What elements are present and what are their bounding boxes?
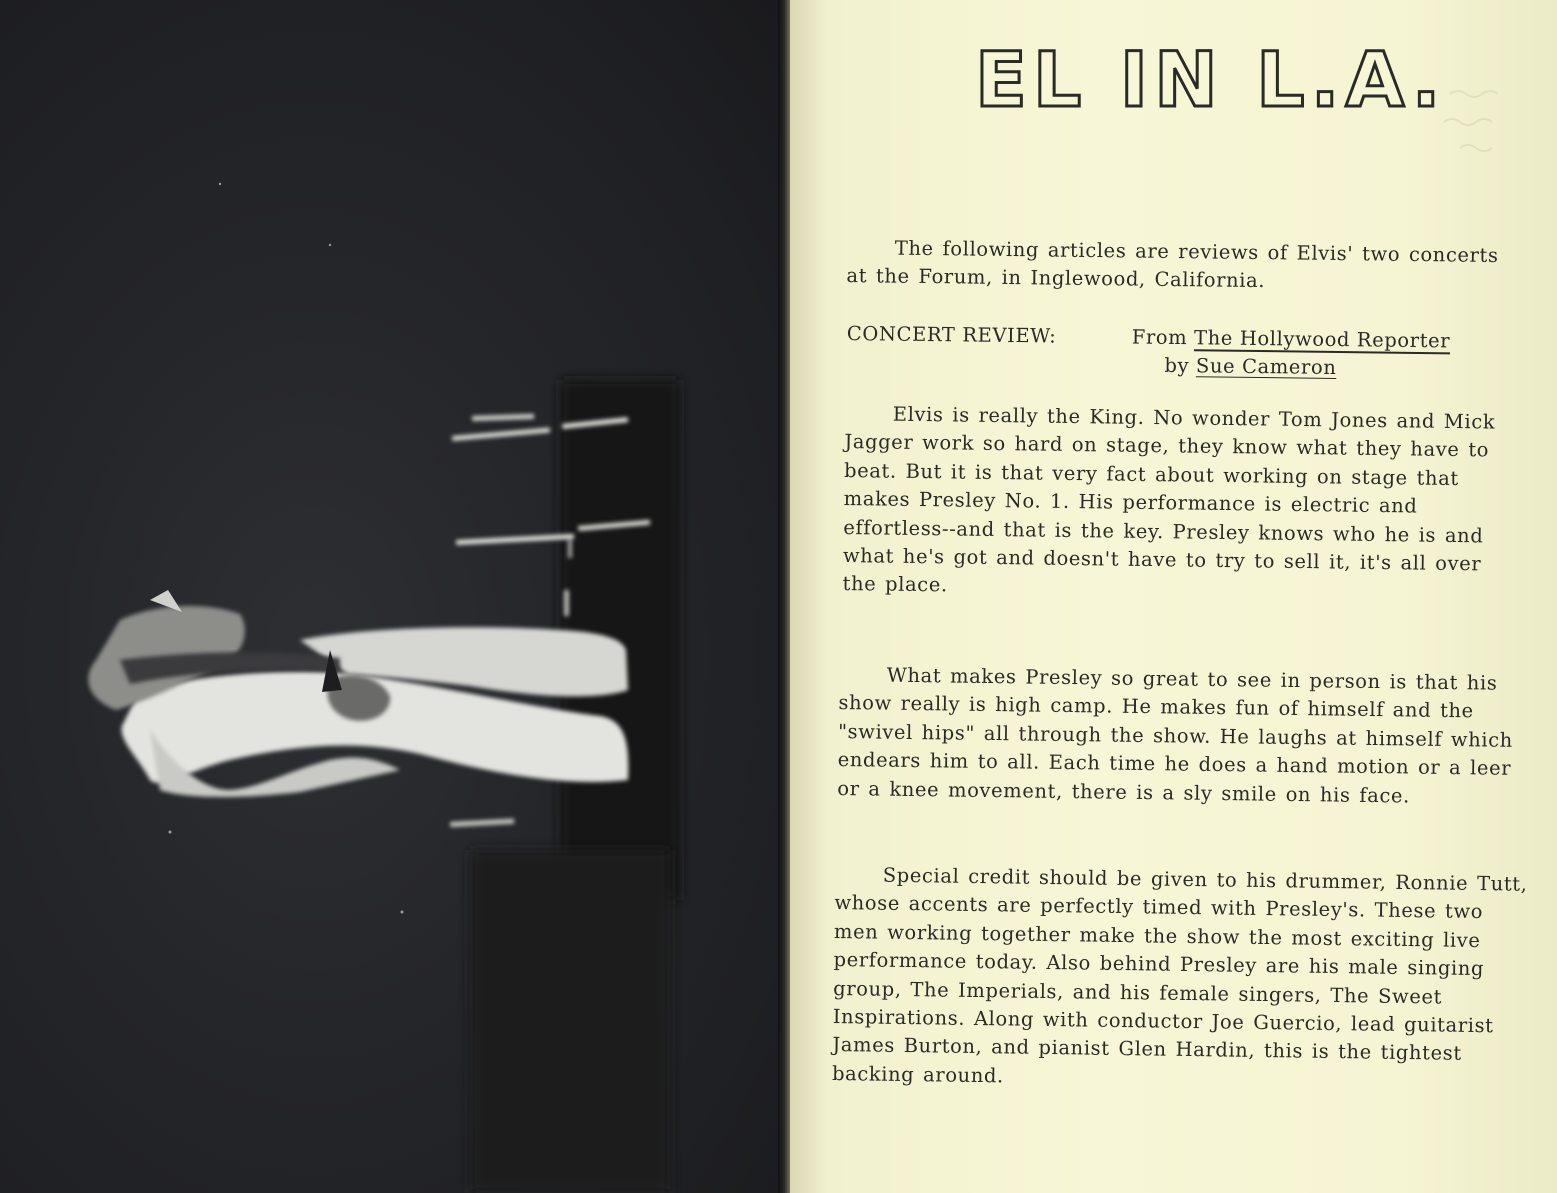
review-byline [846,320,1527,379]
concert-review-label: CONCERT REVIEW: [846,321,1057,348]
by-word: by [1164,353,1190,378]
bleed-through-marks [1440,80,1550,389]
review-paragraph-2 [837,661,1529,812]
paragraph-indent [845,420,893,421]
paragraph-indent [839,681,887,682]
publication-name: The Hollywood Reporter [1193,326,1451,353]
intro-text: The following articles are reviews of Elvis' two concerts at the Forum, in Inglewood, California. [846,236,1499,293]
review-source [1132,323,1451,355]
film-specks [169,183,404,914]
paragraph-text: Elvis is really the King. No wonder Tom Jones and Mick Jagger work so hard on stage, they know what they have to beat. But it is that very fact about working on stage that makes Presley No. 1. His performance is electric and effortless--and that is the key. Presley knows who he is and what he's got and doesn't have to try to sell it, it's all over the place. [842,402,1496,597]
bleed-through-ink [1440,80,1550,380]
intro-paragraph [846,234,1527,299]
paragraph-text: What makes Presley so great to see in person is that his show really is high camp. He makes fun of himself and the "swivel hips" all through the show. He laughs at himself which endears him to all. Each time he does a hand motion or a leer or a knee movement, there is a sly smile on his face. [837,663,1514,808]
from-word: From [1131,325,1188,350]
paragraph-indent [847,254,895,255]
review-paragraph-1 [842,400,1525,608]
review-paragraph-3 [832,861,1530,1098]
review-author [1164,352,1336,382]
performer-figure [88,590,628,797]
page-headline: EL IN L.A. [975,35,1447,124]
paragraph-indent [835,881,883,882]
stage-floor-shadow [470,850,670,1193]
article-page [790,0,1557,1193]
paragraph-text: Special credit should be given to his drummer, Ronnie Tutt, whose accents are perfectly timed with Presley's. These two men working together make the show the most exciting live performance today. Also behind Presley are his male singing group, The Imperials, and his female singers, The Sweet Inspirations. Along with conductor Joe Guercio, lead guitarist James Burton, and pianist Glen Hardin, this is the tightest backing around. [831,863,1528,1088]
author-name: Sue Cameron [1195,354,1337,379]
